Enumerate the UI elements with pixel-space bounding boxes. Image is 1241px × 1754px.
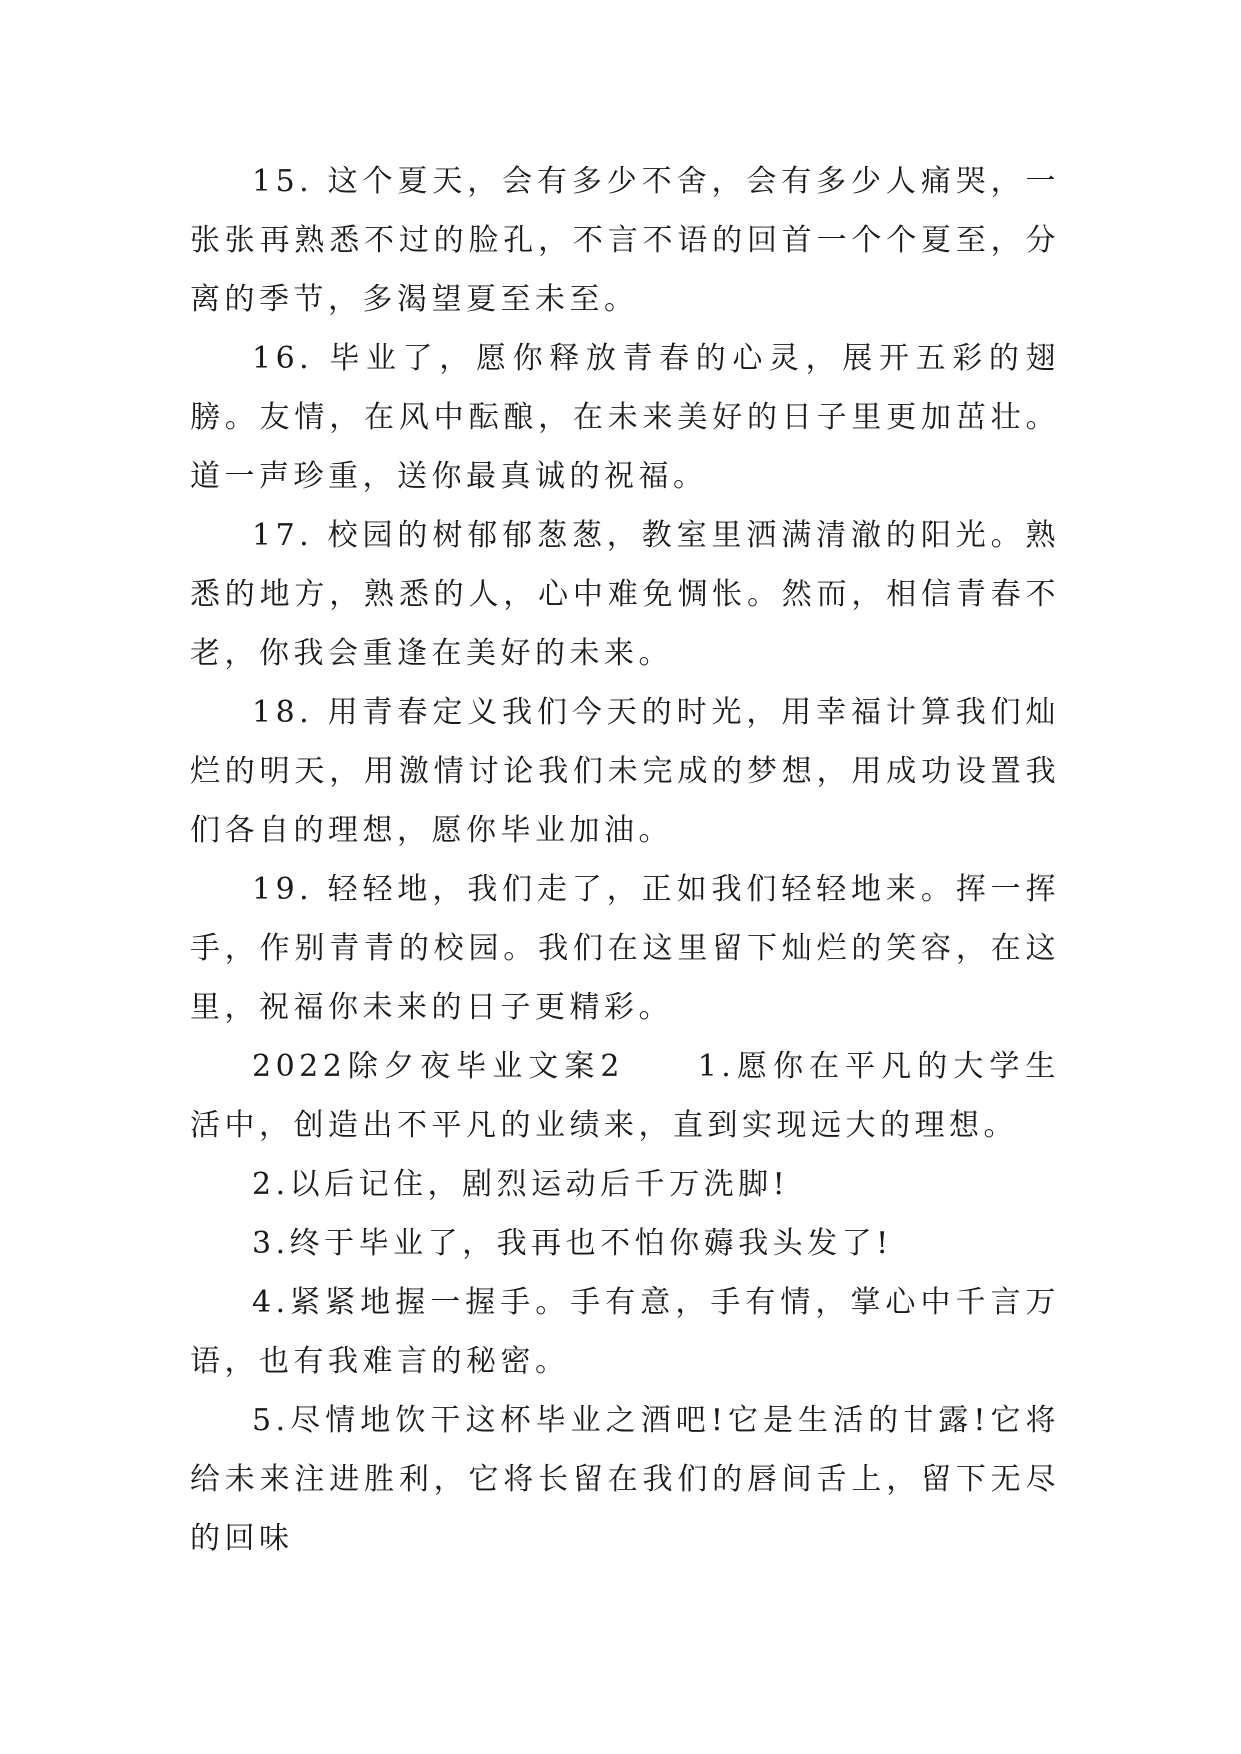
document-body — [190, 152, 1060, 1568]
paragraph-2: 2.以后记住，剧烈运动后千万洗脚! — [252, 1167, 790, 1202]
paragraph-4: 4.紧紧地握一握手。手有意，手有情，掌心中千言万语，也有我难言的秘密。 — [190, 1285, 1060, 1379]
paragraph-15: 15. 这个夏天，会有多少不舍，会有多少人痛哭，一张张再熟悉不过的脸孔，不言不语的回首一个个夏至，分离的季节，多渴望夏至未至。 — [190, 164, 1060, 317]
paragraph-19: 19. 轻轻地，我们走了，正如我们轻轻地来。挥一挥手，作别青青的校园。我们在这里留下灿烂的笑容，在这里，祝福你未来的日子更精彩。 — [190, 872, 1060, 1025]
paragraph-3: 3.终于毕业了，我再也不怕你薅我头发了! — [252, 1226, 893, 1261]
paragraph-17: 17. 校园的树郁郁葱葱，教室里洒满清澈的阳光。熟悉的地方，熟悉的人，心中难免惆怅。然而，相信青春不老，你我会重逢在美好的未来。 — [190, 518, 1060, 671]
paragraph-18: 18. 用青春定义我们今天的时光，用幸福计算我们灿烂的明天，用激情讨论我们未完成的梦想，用成功设置我们各自的理想，愿你毕业加油。 — [190, 695, 1060, 848]
paragraph-5: 5.尽情地饮干这杯毕业之酒吧!它是生活的甘露!它将给未来注进胜利，它将长留在我们的唇间舌上，留下无尽的回味 — [190, 1403, 1060, 1556]
section-heading-paragraph: 2022除夕夜毕业文案2 1.愿你在平凡的大学生活中，创造出不平凡的业绩来，直到实现远大的理想。 — [190, 1049, 1060, 1143]
paragraph-16: 16. 毕业了，愿你释放青春的心灵，展开五彩的翅膀。友情，在风中酝酿，在未来美好的日子里更加茁壮。道一声珍重，送你最真诚的祝福。 — [190, 341, 1060, 494]
